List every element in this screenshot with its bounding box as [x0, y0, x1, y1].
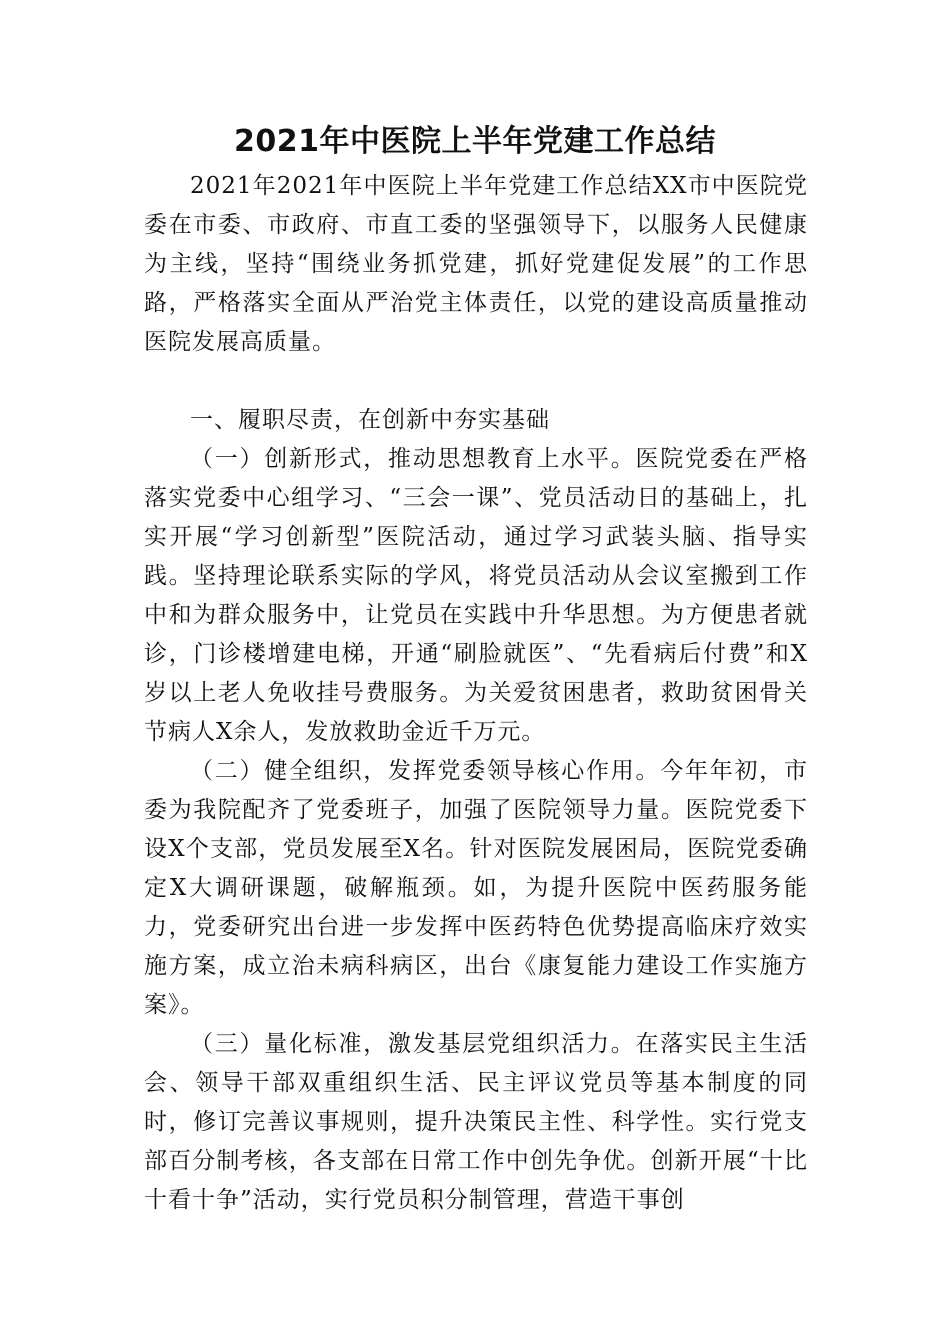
- paragraph-item-1: （一）创新形式，推动思想教育上水平。医院党委在严格落实党委中心组学习、“三会一课”、党员活动日的基础上，扎实开展“学习创新型”医院活动，通过学习武装头脑、指导实践。坚持理论联系实际的学风，将党员活动从会议室搬到工作中和为群众服务中，让党员在实践中升华思想。为方便患者就诊，门诊楼增建电梯，开通“刷脸就医”、“先看病后付费”和X岁以上老人免收挂号费服务。为关爱贫困患者，救助贫困骨关节病人X余人，发放救助金近千万元。: [144, 446, 808, 745]
- document-title: 2021年中医院上半年党建工作总结: [234, 124, 716, 159]
- intro-paragraph: 2021年2021年中医院上半年党建工作总结XX市中医院党委在市委、市政府、市直工委的坚强领导下，以服务人民健康为主线，坚持“围绕业务抓党建，抓好党建促发展”的工作思路，严格落实全面从严治党主体责任，以党的建设高质量推动医院发展高质量。: [144, 173, 808, 355]
- document-body: [144, 167, 808, 1220]
- paragraph-item-3: （三）量化标准，激发基层党组织活力。在落实民主生活会、领导干部双重组织生活、民主评议党员等基本制度的同时，修订完善议事规则，提升决策民主性、科学性。实行党支部百分制考核，各支部在日常工作中创先争优。创新开展“十比十看十争”活动，实行党员积分制管理，营造干事创: [144, 1031, 808, 1213]
- paragraph-item-2: （二）健全组织，发挥党委领导核心作用。今年年初，市委为我院配齐了党委班子，加强了医院领导力量。医院党委下设X个支部，党员发展至X名。针对医院发展困局，医院党委确定X大调研课题，破解瓶颈。如，为提升医院中医药服务能力，党委研究出台进一步发挥中医药特色优势提高临床疗效实施方案，成立治未病科病区，出台《康复能力建设工作实施方案》。: [144, 758, 808, 1018]
- section-heading: 一、履职尽责，在创新中夯实基础: [190, 407, 550, 433]
